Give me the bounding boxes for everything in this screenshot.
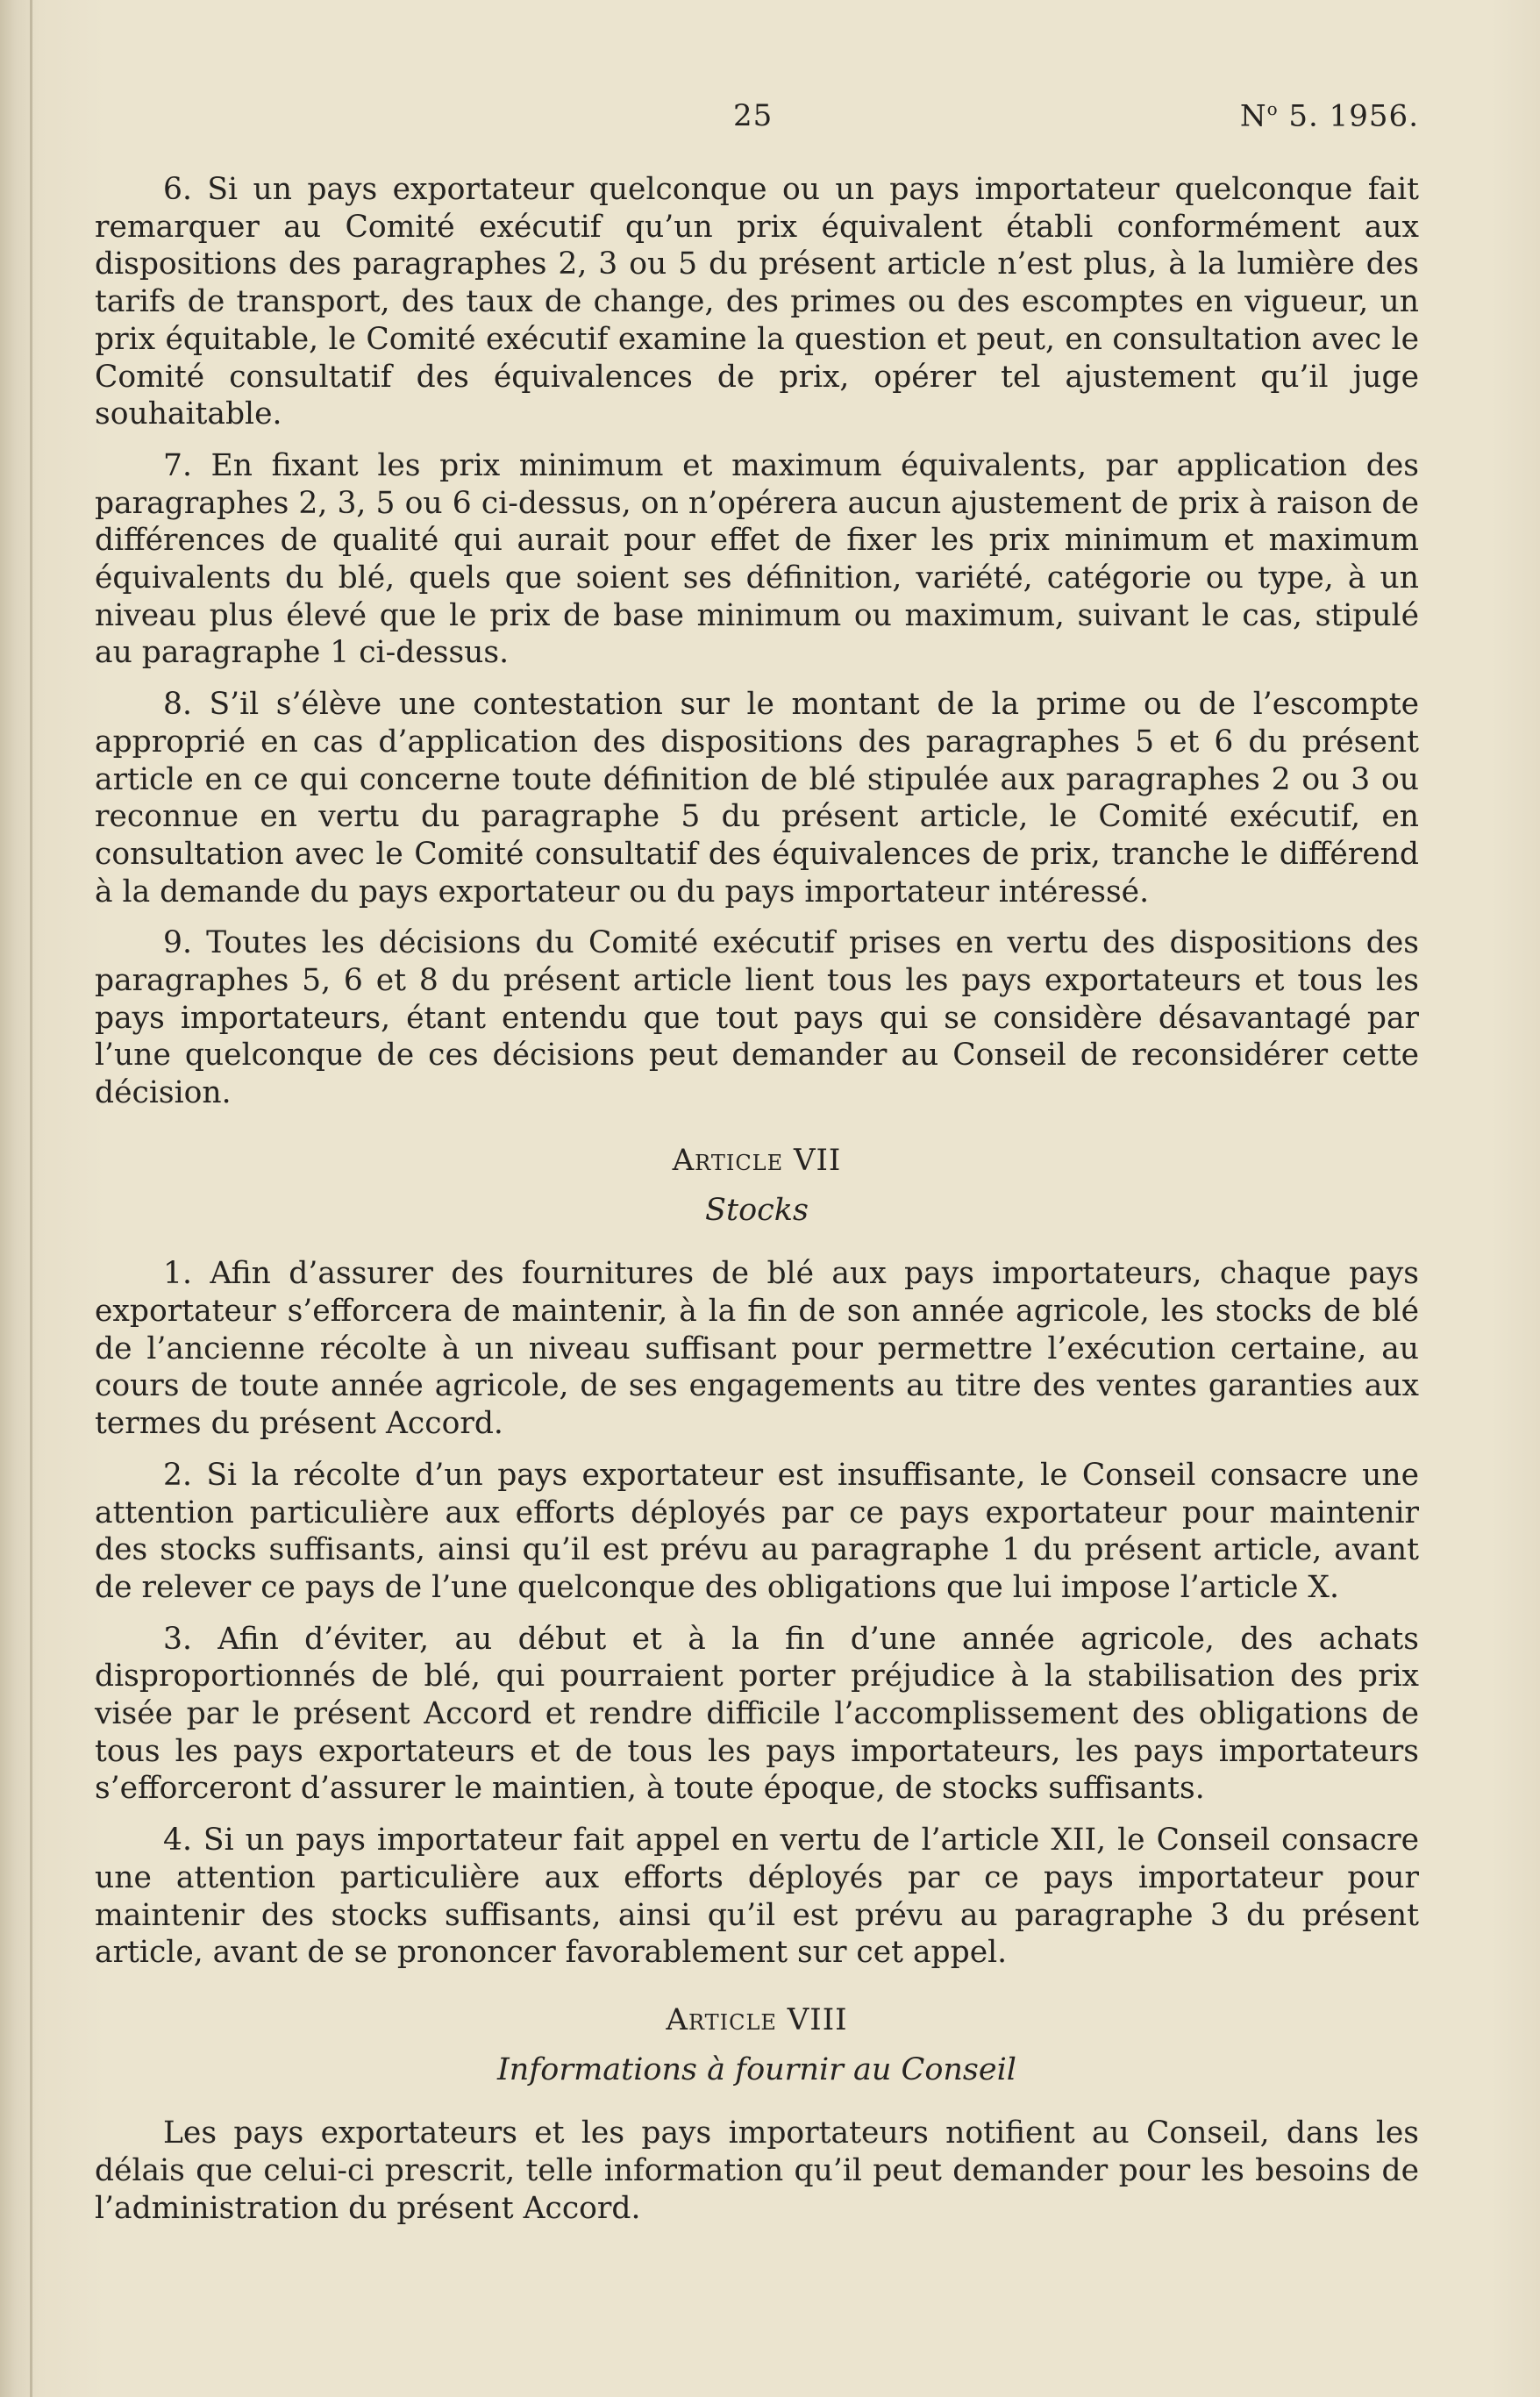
article-8-subtitle: Informations à fournir au Conseil bbox=[496, 2051, 1016, 2087]
document-reference bbox=[1240, 98, 1419, 133]
page-number: 25 bbox=[733, 98, 774, 133]
paragraph-7: 7. En fixant les prix minimum et maximum équivalents, par application des paragraphes 2, 3, 5 ou 6 ci-dessus, on n’opérera aucun ajustement de prix à raison de différences de qualité qui aurait pour effet de fixer les prix minimum et maximum équivalents du blé, quels que soient ses définition, variété, catégorie ou type, à un niveau plus élevé que le prix de base minimum ou maximum, suivant le cas, stipulé au paragraphe 1 ci-dessus. bbox=[95, 447, 1419, 671]
article-8-paragraph-1: Les pays exportateurs et les pays importateurs notifient au Conseil, dans les délais que celui-ci prescrit, telle information qu’il peut demander pour les besoins de l’administration du présent Accord. bbox=[95, 2115, 1419, 2226]
document-body bbox=[95, 171, 1419, 2241]
article-7-word: Article bbox=[672, 1142, 784, 1178]
page-header bbox=[95, 98, 1419, 151]
article-8-number: VIII bbox=[776, 2001, 848, 2037]
doc-ref-prefix: N bbox=[1239, 98, 1267, 134]
article-8-word: Article bbox=[666, 2001, 777, 2037]
article-7-paragraph-4: 4. Si un pays importateur fait appel en vertu de l’article XII, le Conseil consacre une attention particulière aux efforts déployés par ce pays importateur pour maintenir des stocks suffisants, ainsi qu’il est prévu au paragraphe 3 du présent article, avant de se prononcer favorablement sur cet appel. bbox=[95, 1823, 1419, 1971]
doc-ref-superscript: o bbox=[1266, 98, 1279, 119]
article-7-paragraph-1: 1. Afin d’assurer des fournitures de blé aux pays importateurs, chaque pays exportateur s’efforcera de maintenir, à la fin de son année agricole, les stocks de blé de l’ancienne récolte à un niveau suffisant pour permettre l’exécution certaine, au cours de toute année agricole, de ses engagements au titre des ventes garanties aux termes du présent Accord. bbox=[95, 1256, 1419, 1442]
article-7-paragraph-2: 2. Si la récolte d’un pays exportateur est insuffisante, le Conseil consacre une attention particulière aux efforts déployés par ce pays exportateur pour maintenir des stocks suffisants, ainsi qu’il est prévu au paragraphe 1 du présent article, avant de relever ce pays de l’une quelconque des obligations que lui impose l’article X. bbox=[95, 1457, 1419, 1605]
binding-gutter bbox=[30, 0, 32, 2397]
paragraph-9: 9. Toutes les décisions du Comité exécutif prises en vertu des dispositions des paragraphes 5, 6 et 8 du présent article lient tous les pays exportateurs et tous les pays importateurs, étant entendu que tout pays qui se considère désavantagé par l’une quelconque de ces décisions peut demander au Conseil de reconsidérer cette décision. bbox=[95, 925, 1419, 1111]
article-7-number: VII bbox=[783, 1142, 842, 1178]
doc-ref-suffix: 5. 1956. bbox=[1278, 98, 1419, 134]
article-7-heading bbox=[95, 1142, 1419, 1180]
article-7-subtitle: Stocks bbox=[705, 1192, 809, 1228]
article-8-heading bbox=[95, 2001, 1419, 2039]
paragraph-6: 6. Si un pays exportateur quelconque ou un pays importateur quelconque fait remarquer au Comité exécutif qu’un prix équivalent établi conformément aux dispositions des paragraphes 2, 3 ou 5 du présent article n’est plus, à la lumière des tarifs de transport, des taux de change, des primes ou des escomptes en vigueur, un prix équitable, le Comité exécutif examine la question et peut, en consultation avec le Comité consultatif des équivalences de prix, opérer tel ajustement qu’il juge souhaitable. bbox=[95, 172, 1419, 432]
paragraph-8: 8. S’il s’élève une contestation sur le montant de la prime ou de l’escompte approprié en cas d’application des dispositions des paragraphes 5 et 6 du présent article en ce qui concerne toute définition de blé stipulée aux paragraphes 2 ou 3 ou reconnue en vertu du paragraphe 5 du présent article, le Comité exécutif, en consultation avec le Comité consultatif des équivalences de prix, tranche le différend à la demande du pays exportateur ou du pays importateur intéressé. bbox=[95, 687, 1419, 910]
article-7-paragraph-3: 3. Afin d’éviter, au début et à la fin d’une année agricole, des achats disproportionnés de blé, qui pourraient porter préjudice à la stabilisation des prix visée par le présent Accord et rendre difficile l’accomplissement des obligations de tous les pays exportateurs et de tous les pays importateurs, les pays importateurs s’efforceront d’assurer le maintien, à toute époque, de stocks suffisants. bbox=[95, 1621, 1419, 1807]
